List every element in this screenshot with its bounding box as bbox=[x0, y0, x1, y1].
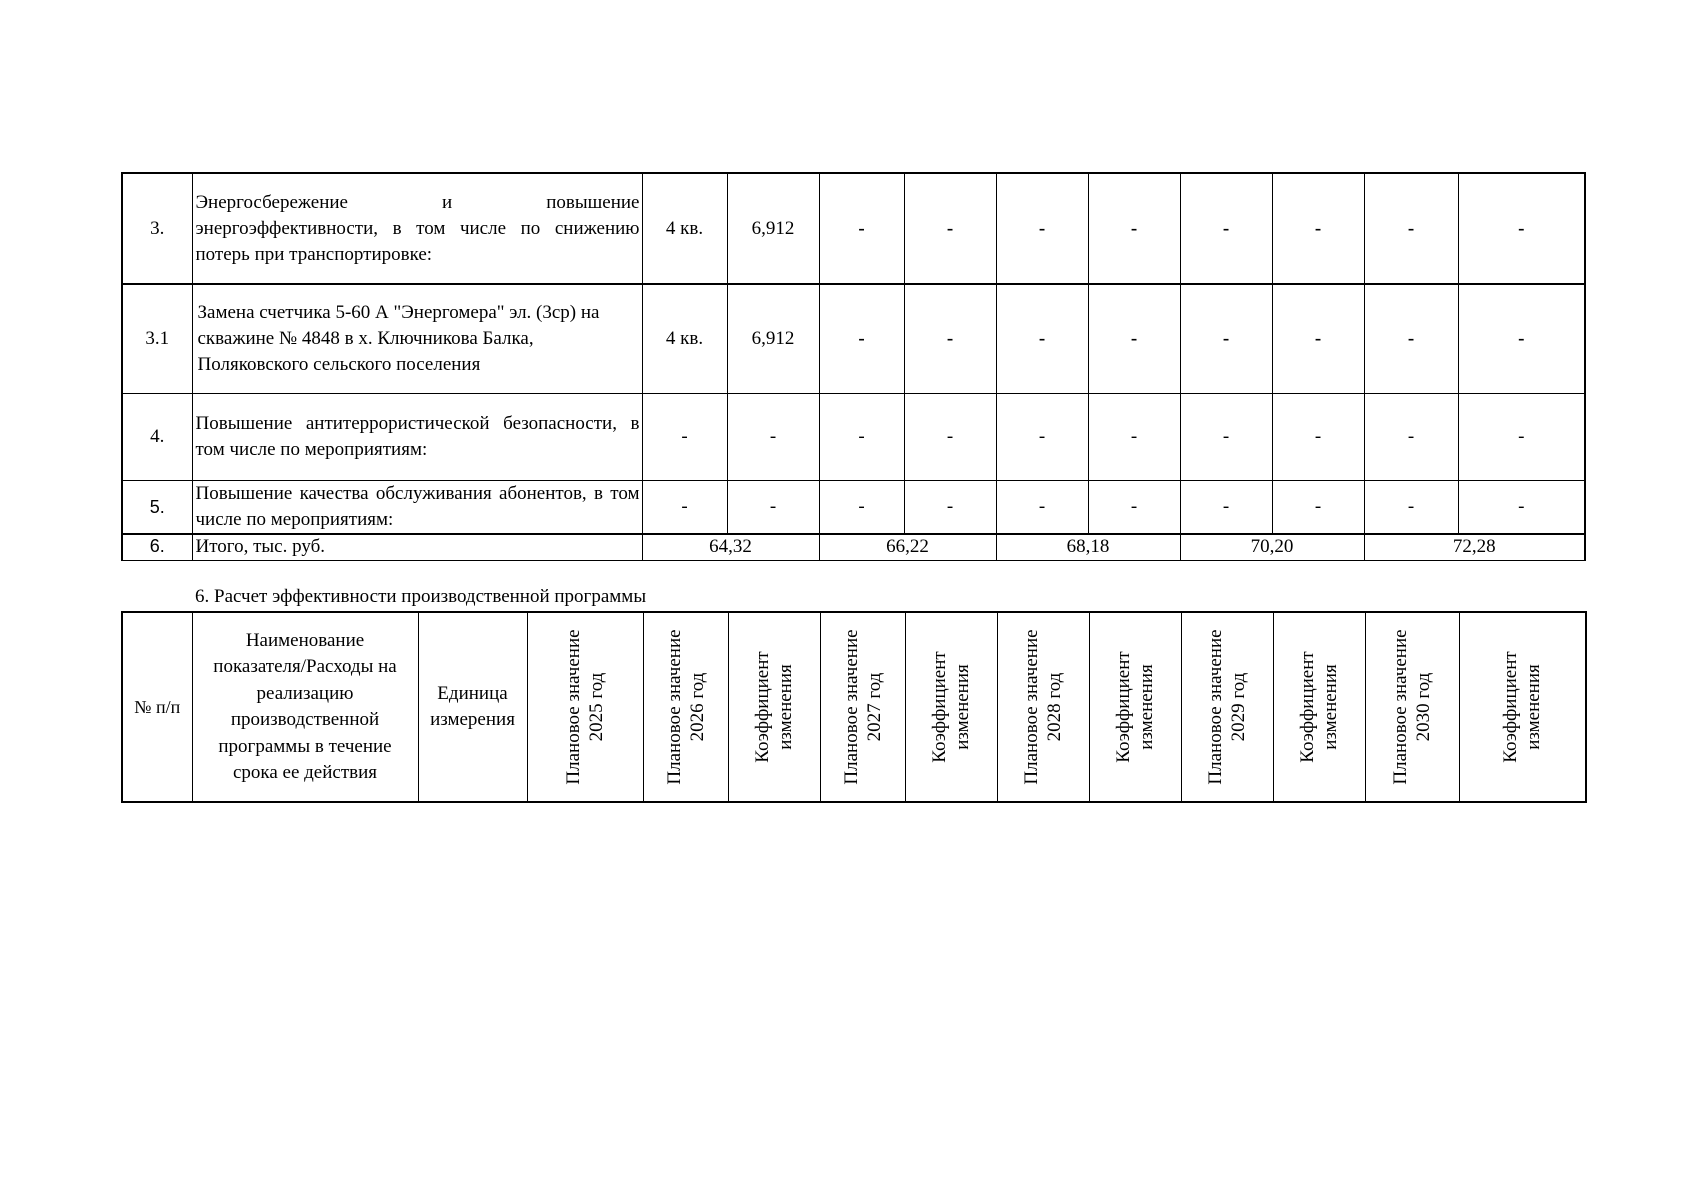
row-cell: - bbox=[904, 173, 996, 284]
row-cell: - bbox=[1088, 284, 1180, 393]
row-cell: - bbox=[1364, 173, 1458, 284]
header-col-label: Плановое значение 2030 год bbox=[1390, 629, 1434, 785]
row-name: Энергосбережение и повышение энергоэффективности, в том числе по снижению потерь при транспортировке: bbox=[192, 173, 642, 284]
row-cell: - bbox=[1458, 173, 1585, 284]
row-cell: - bbox=[904, 284, 996, 393]
total-number: 6. bbox=[122, 534, 192, 560]
table-row bbox=[122, 284, 1585, 393]
table-row bbox=[122, 173, 1585, 284]
header-col-label: Коэффициент изменения bbox=[1297, 651, 1341, 763]
header-col bbox=[1365, 612, 1459, 802]
header-col bbox=[997, 612, 1089, 802]
row-cell: - bbox=[819, 393, 904, 480]
row-cell: - bbox=[996, 393, 1088, 480]
total-value-2029: 72,28 bbox=[1364, 534, 1585, 560]
total-value-2027: 68,18 bbox=[996, 534, 1180, 560]
row-cell: - bbox=[1458, 284, 1585, 393]
row-period: 4 кв. bbox=[642, 173, 727, 284]
row-cell: - bbox=[1088, 480, 1180, 534]
header-col bbox=[1089, 612, 1181, 802]
row-period: - bbox=[642, 480, 727, 534]
row-cell: - bbox=[1458, 480, 1585, 534]
header-col-label: Коэффициент изменения bbox=[1500, 651, 1545, 763]
header-col bbox=[1273, 612, 1365, 802]
row-amount: - bbox=[727, 480, 819, 534]
row-cell: - bbox=[1364, 284, 1458, 393]
header-col-label: Плановое значение 2026 год bbox=[663, 629, 708, 785]
row-cell: - bbox=[1272, 173, 1364, 284]
table-row bbox=[122, 393, 1585, 480]
row-cell: - bbox=[1364, 393, 1458, 480]
header-col-label: Коэффициент изменения bbox=[752, 651, 796, 763]
row-cell: - bbox=[1364, 480, 1458, 534]
row-number: 3.1 bbox=[122, 284, 192, 393]
row-cell: - bbox=[996, 480, 1088, 534]
row-amount: 6,912 bbox=[727, 173, 819, 284]
header-col-label: Плановое значение 2027 год bbox=[840, 629, 885, 785]
total-value-2028: 70,20 bbox=[1180, 534, 1364, 560]
header-col bbox=[905, 612, 997, 802]
row-name: Замена счетчика 5-60 А "Энергомера" эл. (3ср) на скважине № 4848 в х. Ключникова Балка, Поляковского сельского поселения bbox=[192, 284, 642, 393]
row-name: Повышение антитеррористической безопасности, в том числе по мероприятиям: bbox=[192, 393, 642, 480]
header-col bbox=[1459, 612, 1586, 802]
row-cell: - bbox=[819, 173, 904, 284]
row-cell: - bbox=[996, 284, 1088, 393]
row-period: 4 кв. bbox=[642, 284, 727, 393]
row-amount: - bbox=[727, 393, 819, 480]
row-cell: - bbox=[819, 284, 904, 393]
row-cell: - bbox=[1272, 284, 1364, 393]
header-row bbox=[122, 612, 1586, 802]
efficiency-table bbox=[121, 611, 1587, 803]
header-col-label: Коэффициент изменения bbox=[1113, 651, 1157, 763]
row-cell: - bbox=[1180, 173, 1272, 284]
row-name: Повышение качества обслуживания абонентов, в том числе по мероприятиям: bbox=[192, 480, 642, 534]
header-num: № п/п bbox=[122, 612, 192, 802]
row-cell: - bbox=[1272, 480, 1364, 534]
header-unit: Единица измерения bbox=[418, 612, 527, 802]
header-col-label: Плановое значение 2025 год bbox=[563, 629, 607, 785]
row-cell: - bbox=[904, 480, 996, 534]
header-col bbox=[527, 612, 643, 802]
row-amount: 6,912 bbox=[727, 284, 819, 393]
header-col-label: Плановое значение 2028 год bbox=[1021, 629, 1065, 785]
total-label: Итого, тыс. руб. bbox=[192, 534, 642, 560]
row-cell: - bbox=[996, 173, 1088, 284]
header-name: Наименование показателя/Расходы на реализацию производственной программы в течение срока ее действия bbox=[192, 612, 418, 802]
header-col-label: Коэффициент изменения bbox=[929, 651, 973, 763]
row-number: 5. bbox=[122, 480, 192, 534]
header-col bbox=[820, 612, 905, 802]
row-cell: - bbox=[1458, 393, 1585, 480]
row-cell: - bbox=[1272, 393, 1364, 480]
row-number: 3. bbox=[122, 173, 192, 284]
header-col bbox=[1181, 612, 1273, 802]
table-row bbox=[122, 480, 1585, 534]
row-number: 4. bbox=[122, 393, 192, 480]
total-row bbox=[122, 534, 1585, 560]
row-period: - bbox=[642, 393, 727, 480]
row-cell: - bbox=[1180, 393, 1272, 480]
header-col-label: Плановое значение 2029 год bbox=[1205, 629, 1249, 785]
header-col bbox=[728, 612, 820, 802]
total-value-2026: 66,22 bbox=[819, 534, 996, 560]
section-title: 6. Расчет эффективности производственной программы bbox=[195, 586, 647, 607]
total-value-2025: 64,32 bbox=[642, 534, 819, 560]
measures-table bbox=[121, 172, 1586, 561]
row-cell: - bbox=[1088, 173, 1180, 284]
row-cell: - bbox=[1180, 284, 1272, 393]
row-cell: - bbox=[1180, 480, 1272, 534]
row-cell: - bbox=[904, 393, 996, 480]
header-col bbox=[643, 612, 728, 802]
row-cell: - bbox=[1088, 393, 1180, 480]
row-cell: - bbox=[819, 480, 904, 534]
